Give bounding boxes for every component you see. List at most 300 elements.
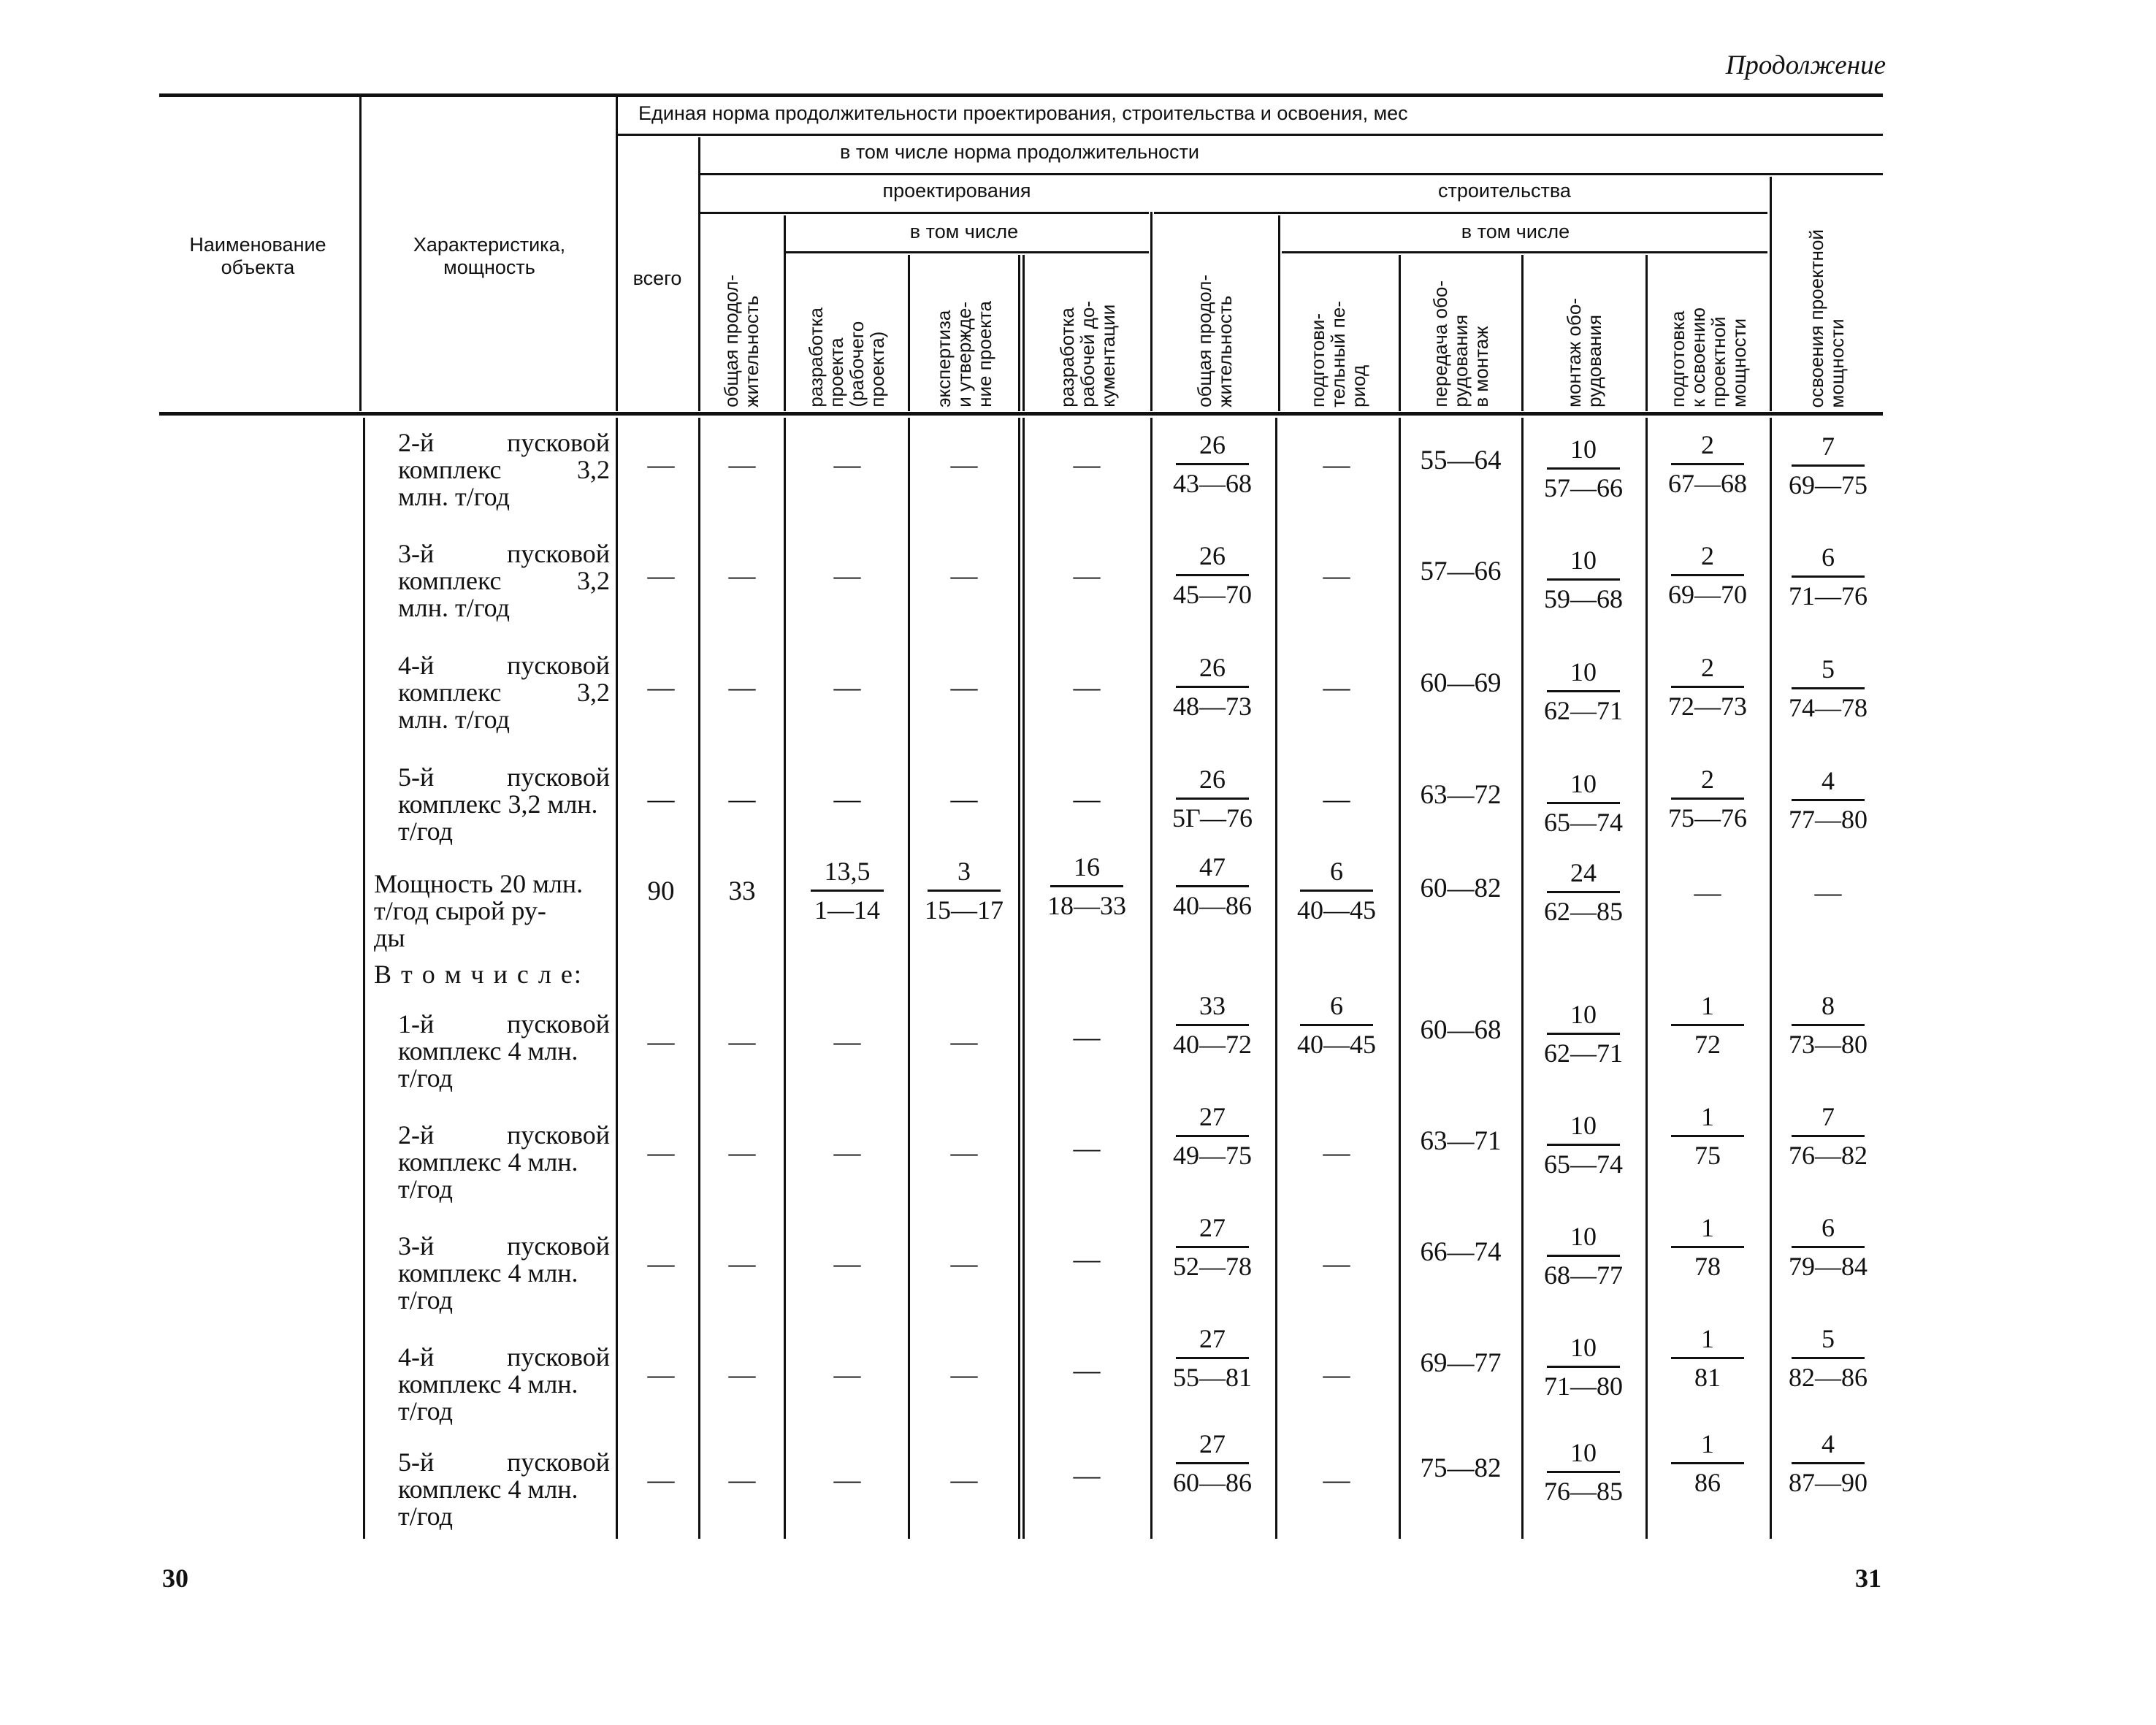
- construction-cell-denominator: 40—72: [1173, 1030, 1252, 1059]
- mastering-cell-numerator: 4: [1821, 766, 1835, 795]
- mastering-cell-denominator: 87—90: [1789, 1468, 1868, 1497]
- row-name-line3: т/год: [398, 1174, 453, 1204]
- construction-cell-bar: [1176, 1135, 1249, 1137]
- construction-cell: [1154, 1101, 1271, 1171]
- install-cell-bar: [1547, 578, 1620, 581]
- preparation-cell-numerator: 2: [1701, 765, 1714, 794]
- main-preparation-cell: —: [1694, 878, 1721, 908]
- install-cell-denominator: 71—80: [1544, 1372, 1623, 1401]
- preparation-cell-bar: [1671, 574, 1744, 576]
- mastering-cell: [1770, 765, 1886, 835]
- mastering-cell-bar: [1792, 1135, 1865, 1137]
- project-dev-cell: —: [833, 673, 861, 703]
- project-dev-cell: —: [833, 1465, 861, 1495]
- row-name-ordinal: 4-й: [398, 1342, 435, 1372]
- expertise-cell: —: [950, 1249, 978, 1279]
- working-docs-cell: —: [1073, 1244, 1101, 1274]
- design-total-cell: —: [728, 784, 756, 814]
- project-dev-cell: —: [833, 784, 861, 814]
- construction-cell-numerator: 26: [1199, 765, 1226, 794]
- mastering-cell-denominator: 73—80: [1789, 1030, 1868, 1059]
- construction-cell-bar: [1176, 1246, 1249, 1248]
- preparation-cell: [1649, 1323, 1766, 1393]
- row-name-complex: комплекс: [398, 455, 502, 484]
- main-prep-cell: [1278, 856, 1395, 925]
- mastering-cell-numerator: 6: [1821, 543, 1835, 572]
- header-equipment-transfer: передача обо- рудования в монтаж: [1429, 280, 1492, 408]
- mastering-cell: [1770, 1323, 1886, 1393]
- row-name-capacity: 3,2: [577, 678, 610, 707]
- main-project-dev-cell-bar: [811, 890, 884, 892]
- mastering-cell: [1770, 1101, 1886, 1171]
- row-name-line2: [398, 679, 610, 706]
- total-cell: —: [647, 450, 675, 480]
- install-cell-bar: [1547, 467, 1620, 470]
- row-name-ordinal: 5-й: [398, 762, 435, 792]
- project-dev-cell: —: [833, 1027, 861, 1057]
- preparation-cell-bar: [1671, 798, 1744, 800]
- design-total-cell: —: [728, 1027, 756, 1057]
- main-construction-cell: [1154, 852, 1271, 921]
- install-cell-denominator: 57—66: [1544, 473, 1623, 502]
- working-docs-cell: —: [1073, 1461, 1101, 1491]
- project-dev-cell: —: [833, 1360, 861, 1390]
- row-name-line3: т/год: [398, 1285, 453, 1315]
- row-name-ordinal: 3-й: [398, 539, 435, 568]
- construction-cell-denominator: 45—70: [1173, 580, 1252, 609]
- mastering-cell: [1770, 1212, 1886, 1282]
- row-name-line3: т/год: [398, 1063, 453, 1093]
- install-cell-denominator: 62—71: [1544, 1039, 1623, 1068]
- prep-cell: —: [1323, 1249, 1350, 1279]
- header-characteristic: Характеристика, мощность: [413, 234, 566, 278]
- construction-cell: [1154, 652, 1271, 722]
- total-cell: —: [647, 673, 675, 703]
- install-cell-denominator: 65—74: [1544, 1150, 1623, 1179]
- row-name-line3: т/год: [398, 1502, 453, 1531]
- row-name: [398, 1344, 610, 1425]
- row-name-type: пусковой: [507, 1447, 610, 1477]
- main-construction-cell-bar: [1176, 885, 1249, 887]
- row-name-line2: [398, 1476, 610, 1503]
- prep-cell-bar: [1300, 1024, 1373, 1026]
- preparation-cell-numerator: 2: [1701, 653, 1714, 682]
- mastering-cell: [1770, 654, 1886, 723]
- including-label: В т о м ч и с л е:: [374, 960, 583, 989]
- preparation-cell-denominator: 72: [1694, 1030, 1721, 1059]
- install-cell-denominator: 65—74: [1544, 808, 1623, 837]
- install-cell-numerator: 10: [1570, 1333, 1597, 1362]
- construction-cell-bar: [1176, 574, 1249, 576]
- design-total-cell: —: [728, 1249, 756, 1279]
- preparation-cell-denominator: 72—73: [1668, 692, 1747, 721]
- header-working-docs: разработка рабочей до- кументации: [1056, 301, 1119, 408]
- preparation-cell: [1649, 540, 1766, 610]
- mastering-cell-numerator: 6: [1821, 1213, 1835, 1242]
- working-docs-cell: —: [1073, 1022, 1101, 1052]
- install-cell: [1525, 657, 1642, 726]
- transfer-cell: 75—82: [1420, 1453, 1502, 1483]
- row-name-type: пусковой: [507, 539, 610, 568]
- row-name-type: пусковой: [507, 1342, 610, 1372]
- main-project-dev-cell-denominator: 1—14: [814, 895, 880, 925]
- working-docs-cell: —: [1073, 1355, 1101, 1385]
- design-total-cell: —: [728, 561, 756, 591]
- mastering-cell-bar: [1792, 799, 1865, 801]
- construction-cell-numerator: 27: [1199, 1429, 1226, 1458]
- row-name-line1: [398, 652, 610, 679]
- design-total-cell: —: [728, 673, 756, 703]
- total-cell: —: [647, 1249, 675, 1279]
- construction-cell-bar: [1176, 1024, 1249, 1026]
- header-construction-including: в том числе: [1461, 221, 1570, 242]
- row-name-type: пусковой: [507, 651, 610, 680]
- project-dev-cell: —: [833, 1138, 861, 1168]
- construction-cell-numerator: 27: [1199, 1324, 1226, 1353]
- row-name-complex: комплекс 4 млн.: [398, 1036, 578, 1066]
- header-design-total: общая продол- жительность: [720, 275, 762, 408]
- row-name-line2: [398, 1149, 610, 1176]
- main-row-line3: ды: [374, 923, 405, 952]
- install-cell: [1525, 1332, 1642, 1401]
- row-name: [398, 1011, 610, 1092]
- row-name-complex: комплекс: [398, 678, 502, 707]
- mastering-cell-numerator: 4: [1821, 1429, 1835, 1458]
- row-name-line3: млн. т/год: [398, 482, 510, 511]
- prep-cell-numerator: 6: [1330, 991, 1343, 1020]
- main-project-dev-cell-numerator: 13,5: [824, 857, 871, 886]
- preparation-cell-bar: [1671, 1024, 1744, 1026]
- mastering-cell-bar: [1792, 1357, 1865, 1359]
- total-cell: —: [647, 1360, 675, 1390]
- row-name-ordinal: 2-й: [398, 428, 435, 457]
- row-name-complex: комплекс 4 млн.: [398, 1369, 578, 1399]
- construction-cell-numerator: 26: [1199, 430, 1226, 459]
- row-name-complex: комплекс 4 млн.: [398, 1258, 578, 1288]
- prep-cell: —: [1323, 1360, 1350, 1390]
- working-docs-cell: —: [1073, 450, 1101, 480]
- row-name: [398, 429, 610, 510]
- prep-cell: —: [1323, 1465, 1350, 1495]
- main-prep-cell-denominator: 40—45: [1297, 895, 1376, 925]
- row-name: [398, 1233, 610, 1314]
- mastering-cell-bar: [1792, 575, 1865, 578]
- mastering-cell: [1770, 431, 1886, 500]
- row-name-line3: млн. т/год: [398, 593, 510, 622]
- row-name-ordinal: 1-й: [398, 1009, 435, 1039]
- header-including-norm: в том числе норма продолжительности: [840, 141, 1199, 163]
- header-expertise: экспертиза и утвержде- ние проекта: [933, 301, 995, 408]
- install-cell-numerator: 10: [1570, 546, 1597, 575]
- row-name-ordinal: 4-й: [398, 651, 435, 680]
- main-design-total-cell: 33: [728, 876, 756, 906]
- prep-cell: —: [1323, 784, 1350, 814]
- preparation-cell-numerator: 1: [1701, 991, 1714, 1020]
- row-name-line1: [398, 764, 610, 791]
- expertise-cell: —: [950, 1360, 978, 1390]
- main-expertise-cell-bar: [928, 890, 1001, 892]
- install-cell-numerator: 10: [1570, 435, 1597, 464]
- install-cell: [1525, 434, 1642, 503]
- install-cell-numerator: 10: [1570, 657, 1597, 686]
- construction-cell-numerator: 27: [1199, 1102, 1226, 1131]
- row-name-line1: [398, 429, 610, 456]
- row-name-complex: комплекс 4 млн.: [398, 1147, 578, 1177]
- transfer-cell: 55—64: [1420, 445, 1502, 475]
- construction-cell: [1154, 1323, 1271, 1393]
- mastering-cell-denominator: 79—84: [1789, 1252, 1868, 1281]
- install-cell: [1525, 1110, 1642, 1179]
- mastering-cell-bar: [1792, 464, 1865, 467]
- install-cell-numerator: 10: [1570, 1000, 1597, 1029]
- mastering-cell-bar: [1792, 687, 1865, 689]
- preparation-cell: [1649, 1101, 1766, 1171]
- working-docs-cell: —: [1073, 561, 1101, 591]
- working-docs-cell: —: [1073, 784, 1101, 814]
- mastering-cell-denominator: 77—80: [1789, 805, 1868, 834]
- install-cell-numerator: 10: [1570, 769, 1597, 798]
- page-number-left: 30: [162, 1564, 188, 1593]
- preparation-cell-denominator: 67—68: [1668, 469, 1747, 498]
- row-name-line2: [398, 791, 610, 818]
- main-transfer-cell: 60—82: [1420, 873, 1502, 903]
- transfer-cell: 69—77: [1420, 1348, 1502, 1378]
- header-equipment-installation: монтаж обо- рудования: [1563, 298, 1605, 408]
- header-total: всего: [632, 267, 682, 289]
- row-name-line1: [398, 1344, 610, 1371]
- row-name-complex: комплекс 4 млн.: [398, 1475, 578, 1504]
- expertise-cell: —: [950, 673, 978, 703]
- install-cell-bar: [1547, 1144, 1620, 1146]
- preparation-cell-numerator: 1: [1701, 1213, 1714, 1242]
- construction-cell-denominator: 48—73: [1173, 692, 1252, 721]
- expertise-cell: —: [950, 1027, 978, 1057]
- mastering-cell-numerator: 8: [1821, 991, 1835, 1020]
- construction-cell-denominator: 49—75: [1173, 1141, 1252, 1170]
- construction-cell-denominator: 5Г—76: [1172, 803, 1253, 833]
- install-cell-bar: [1547, 1033, 1620, 1035]
- header-design-including: в том числе: [909, 221, 1019, 242]
- header-preparatory-period: подготови- тельный пе- риод: [1307, 301, 1369, 408]
- header-capacity-mastering: освоения проектной мощности: [1805, 229, 1848, 408]
- construction-cell: [1154, 1428, 1271, 1498]
- install-cell-denominator: 59—68: [1544, 584, 1623, 613]
- working-docs-cell: —: [1073, 673, 1101, 703]
- row-name-type: пусковой: [507, 762, 610, 792]
- install-cell-denominator: 76—85: [1544, 1477, 1623, 1506]
- row-name-line3: т/год: [398, 816, 453, 846]
- construction-cell-numerator: 27: [1199, 1213, 1226, 1242]
- construction-cell: [1154, 1212, 1271, 1282]
- main-working-docs-cell-numerator: 16: [1074, 852, 1100, 881]
- row-name-complex: комплекс 3,2 млн.: [398, 789, 598, 819]
- project-dev-cell: —: [833, 450, 861, 480]
- main-working-docs-cell-denominator: 18—33: [1047, 891, 1126, 920]
- transfer-cell: 57—66: [1420, 556, 1502, 586]
- row-name-type: пусковой: [507, 1009, 610, 1039]
- main-expertise-cell-denominator: 15—17: [925, 895, 1004, 925]
- preparation-cell: [1649, 1428, 1766, 1498]
- main-mastering-cell: —: [1814, 878, 1842, 908]
- preparation-cell-numerator: 2: [1701, 430, 1714, 459]
- transfer-cell: 63—71: [1420, 1126, 1502, 1156]
- header-object-name: Наименование объекта: [189, 234, 326, 278]
- row-name-ordinal: 3-й: [398, 1231, 435, 1261]
- preparation-cell-bar: [1671, 686, 1744, 688]
- construction-cell-denominator: 43—68: [1173, 469, 1252, 498]
- main-install-cell-bar: [1547, 891, 1620, 893]
- header-design: проектирования: [882, 180, 1031, 202]
- row-name-type: пусковой: [507, 1231, 610, 1261]
- main-total-cell: 90: [647, 876, 675, 906]
- mastering-cell-denominator: 69—75: [1789, 470, 1868, 500]
- row-name-line1: [398, 1449, 610, 1476]
- main-project-dev-cell: [789, 856, 906, 925]
- mastering-cell-numerator: 7: [1821, 432, 1835, 461]
- row-name: [398, 764, 610, 845]
- expertise-cell: —: [950, 1465, 978, 1495]
- row-name-ordinal: 2-й: [398, 1120, 435, 1150]
- construction-cell-bar: [1176, 686, 1249, 688]
- construction-cell-denominator: 60—86: [1173, 1468, 1252, 1497]
- preparation-cell-denominator: 78: [1694, 1252, 1721, 1281]
- header-project-development: разработка проекта (рабочего проекта): [805, 307, 888, 408]
- prep-cell: —: [1323, 1138, 1350, 1168]
- install-cell-denominator: 68—77: [1544, 1261, 1623, 1290]
- install-cell-numerator: 10: [1570, 1222, 1597, 1251]
- install-cell-bar: [1547, 1366, 1620, 1368]
- mastering-cell-numerator: 7: [1821, 1102, 1835, 1131]
- construction-cell-bar: [1176, 798, 1249, 800]
- construction-cell: [1154, 990, 1271, 1060]
- row-name-line1: [398, 1122, 610, 1149]
- row-name-line2: [398, 1260, 610, 1287]
- preparation-cell-numerator: 1: [1701, 1324, 1714, 1353]
- install-cell-bar: [1547, 1255, 1620, 1257]
- main-install-cell-numerator: 24: [1570, 858, 1597, 887]
- preparation-cell-denominator: 69—70: [1668, 580, 1747, 609]
- transfer-cell: 60—69: [1420, 668, 1502, 698]
- mastering-cell-numerator: 5: [1821, 1324, 1835, 1353]
- preparation-cell-bar: [1671, 1246, 1744, 1248]
- install-cell: [1525, 545, 1642, 614]
- row-name-line3: млн. т/год: [398, 705, 510, 734]
- preparation-cell-bar: [1671, 1462, 1744, 1464]
- expertise-cell: —: [950, 1138, 978, 1168]
- transfer-cell: 66—74: [1420, 1237, 1502, 1267]
- preparation-cell-denominator: 75: [1694, 1141, 1721, 1170]
- project-dev-cell: —: [833, 561, 861, 591]
- row-name-line3: т/год: [398, 1396, 453, 1426]
- expertise-cell: —: [950, 784, 978, 814]
- row-name: [398, 652, 610, 733]
- row-name-complex: комплекс: [398, 566, 502, 595]
- construction-cell-denominator: 55—81: [1173, 1363, 1252, 1392]
- main-expertise-cell: [906, 856, 1022, 925]
- construction-cell: [1154, 429, 1271, 499]
- prep-cell: —: [1323, 673, 1350, 703]
- mastering-cell: [1770, 542, 1886, 611]
- row-name: [398, 1449, 610, 1530]
- transfer-cell: 60—68: [1420, 1015, 1502, 1045]
- row-name: [398, 540, 610, 621]
- main-install-cell-denominator: 62—85: [1544, 897, 1623, 926]
- page-number-right: 31: [1855, 1564, 1881, 1593]
- row-name-line1: [398, 1011, 610, 1038]
- construction-cell-bar: [1176, 463, 1249, 465]
- mastering-cell-denominator: 74—78: [1789, 693, 1868, 722]
- preparation-cell-bar: [1671, 463, 1744, 465]
- install-cell-bar: [1547, 690, 1620, 692]
- row-name-line2: [398, 567, 610, 594]
- construction-cell-numerator: 26: [1199, 541, 1226, 570]
- prep-cell: [1278, 990, 1395, 1060]
- construction-cell-bar: [1176, 1462, 1249, 1464]
- row-name-line2: [398, 456, 610, 483]
- main-install-cell: [1525, 857, 1642, 927]
- install-cell-numerator: 10: [1570, 1111, 1597, 1140]
- preparation-cell-denominator: 75—76: [1668, 803, 1747, 833]
- install-cell-numerator: 10: [1570, 1438, 1597, 1467]
- mastering-cell-bar: [1792, 1024, 1865, 1026]
- install-cell: [1525, 768, 1642, 838]
- mastering-cell-numerator: 5: [1821, 654, 1835, 684]
- row-name-type: пусковой: [507, 428, 610, 457]
- main-expertise-cell-numerator: 3: [957, 857, 971, 886]
- expertise-cell: —: [950, 450, 978, 480]
- mastering-cell-bar: [1792, 1246, 1865, 1248]
- row-name-line2: [398, 1371, 610, 1398]
- construction-cell-denominator: 52—78: [1173, 1252, 1252, 1281]
- project-dev-cell: —: [833, 1249, 861, 1279]
- preparation-cell-numerator: 2: [1701, 541, 1714, 570]
- working-docs-cell: —: [1073, 1133, 1101, 1163]
- construction-cell-numerator: 26: [1199, 653, 1226, 682]
- transfer-cell: 63—72: [1420, 780, 1502, 810]
- preparation-cell-numerator: 1: [1701, 1102, 1714, 1131]
- header-capacity-preparation: подготовка к освоению проектной мощности: [1667, 307, 1750, 408]
- design-total-cell: —: [728, 1360, 756, 1390]
- total-cell: —: [647, 1465, 675, 1495]
- mastering-cell-denominator: 71—76: [1789, 581, 1868, 611]
- row-name-type: пусковой: [507, 1120, 610, 1150]
- main-row-line1: Мощность 20 млн.: [374, 869, 584, 898]
- install-cell-bar: [1547, 802, 1620, 804]
- install-cell: [1525, 999, 1642, 1068]
- preparation-cell-numerator: 1: [1701, 1429, 1714, 1458]
- main-construction-cell-denominator: 40—86: [1173, 891, 1252, 920]
- preparation-cell: [1649, 429, 1766, 499]
- prep-cell: —: [1323, 450, 1350, 480]
- preparation-cell-denominator: 86: [1694, 1468, 1721, 1497]
- construction-cell: [1154, 540, 1271, 610]
- total-cell: —: [647, 1138, 675, 1168]
- construction-cell: [1154, 764, 1271, 833]
- mastering-cell: [1770, 1428, 1886, 1498]
- install-cell-denominator: 62—71: [1544, 696, 1623, 725]
- preparation-cell: [1649, 652, 1766, 722]
- preparation-cell: [1649, 990, 1766, 1060]
- mastering-cell-bar: [1792, 1462, 1865, 1464]
- header-construction: строительства: [1438, 180, 1571, 202]
- preparation-cell-bar: [1671, 1357, 1744, 1359]
- row-name-ordinal: 5-й: [398, 1447, 435, 1477]
- total-cell: —: [647, 1027, 675, 1057]
- install-cell-bar: [1547, 1471, 1620, 1473]
- expertise-cell: —: [950, 561, 978, 591]
- preparation-cell-bar: [1671, 1135, 1744, 1137]
- row-name-capacity: 3,2: [577, 566, 610, 595]
